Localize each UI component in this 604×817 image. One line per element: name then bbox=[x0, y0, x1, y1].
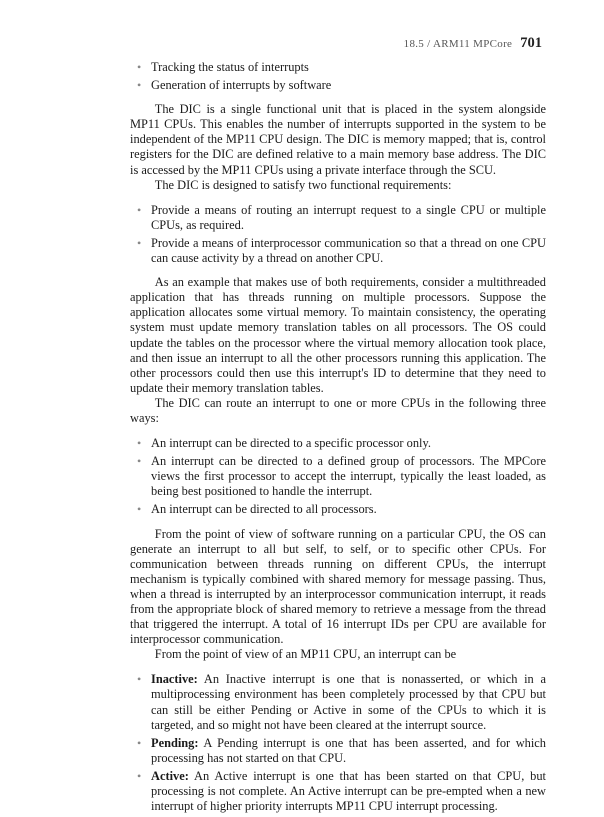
paragraph: The DIC is designed to satisfy two functional requirements: bbox=[154, 177, 452, 192]
running-head bbox=[130, 36, 542, 52]
list-item bbox=[130, 769, 546, 814]
list-item: • Provide a means of routing an interrupt request to a single CPU or multiple CPUs, as required. bbox=[130, 203, 546, 233]
list-item: • An interrupt can be directed to a specific processor only. bbox=[130, 436, 546, 451]
definition: An Active interrupt is one that has been started on that CPU, but processing is not complete. An Active interrupt can be pre-empted when a new interrupt of higher priority interrupts MP11 CPU interrupt processing. bbox=[151, 768, 546, 814]
list-item: • Tracking the status of interrupts bbox=[130, 60, 546, 75]
paragraph: From the point of view of software running on a particular CPU, the OS can generate an interrupt to all but self, to self, or to specific other CPUs. For communication between threads running on different CPUs, the interrupt mechanism is typically combined with shared memory for message passing. Thus, when a thread is interrupted by an interprocessor communication interrupt, it reads from the appropriate block of shared memory to retrieve a message from the thread that triggered the interrupt. A total of 16 interrupt IDs per CPU are available for interprocessor communication. bbox=[130, 526, 546, 647]
section-title: 18.5 / ARM11 MPCore bbox=[403, 38, 513, 50]
list-item: • An interrupt can be directed to a defined group of processors. The MPCore views the first processor to accept the interrupt, typically the least loaded, as being best positioned to handle the interrupt. bbox=[130, 454, 546, 499]
definition: A Pending interrupt is one that has been asserted, and for which processing has not started on that CPU. bbox=[151, 735, 546, 765]
routing-list bbox=[130, 436, 546, 517]
paragraph: From the point of view of an MP11 CPU, an interrupt can be bbox=[154, 647, 457, 662]
term-inactive: Inactive: bbox=[151, 672, 198, 687]
term-pending: Pending: bbox=[151, 735, 199, 750]
definition: An Inactive interrupt is one that is nonasserted, or which in a multiprocessing environment has been completely processed by that CPU but can still be either Pending or Active in some of the CPUs to which it is targeted, and so might not have been cleared at the interrupt source. bbox=[151, 672, 546, 732]
list-item bbox=[130, 672, 546, 732]
page-number: 701 bbox=[520, 35, 542, 51]
page-body bbox=[130, 60, 546, 817]
paragraph: As an example that makes use of both requirements, consider a multithreaded application that has threads running on multiple processors. Suppose the application allocates some virtual memory. To maintain consistency, the operating system must update memory translation tables on all processors. The OS could update the tables on the processor where the virtual memory allocation took place, and then issue an interrupt to all the other processors running this application. The other processors could then use this interrupt's ID to determine that they need to update their memory translation tables. bbox=[130, 275, 546, 395]
list-item: • An interrupt can be directed to all processors. bbox=[130, 502, 546, 517]
list-item: • Provide a means of interprocessor communication so that a thread on one CPU can cause activity by a thread on another CPU. bbox=[130, 236, 546, 266]
list-item: • Generation of interrupts by software bbox=[130, 78, 546, 93]
top-bullet-list bbox=[130, 60, 546, 93]
paragraph: The DIC can route an interrupt to one or more CPUs in the following three ways: bbox=[130, 395, 546, 425]
interrupt-states-list bbox=[130, 672, 546, 814]
term-active: Active: bbox=[151, 768, 189, 783]
paragraph: The DIC is a single functional unit that is placed in the system alongside MP11 CPUs. This enables the number of interrupts supported in the system to be independent of the MP11 CPU design. The DIC is memory mapped; that is, control registers for the DIC are defined relative to a main memory base address. The DIC is accessed by the MP11 CPUs using a private interface through the SCU. bbox=[130, 102, 546, 177]
requirements-list bbox=[130, 203, 546, 266]
list-item bbox=[130, 736, 546, 766]
